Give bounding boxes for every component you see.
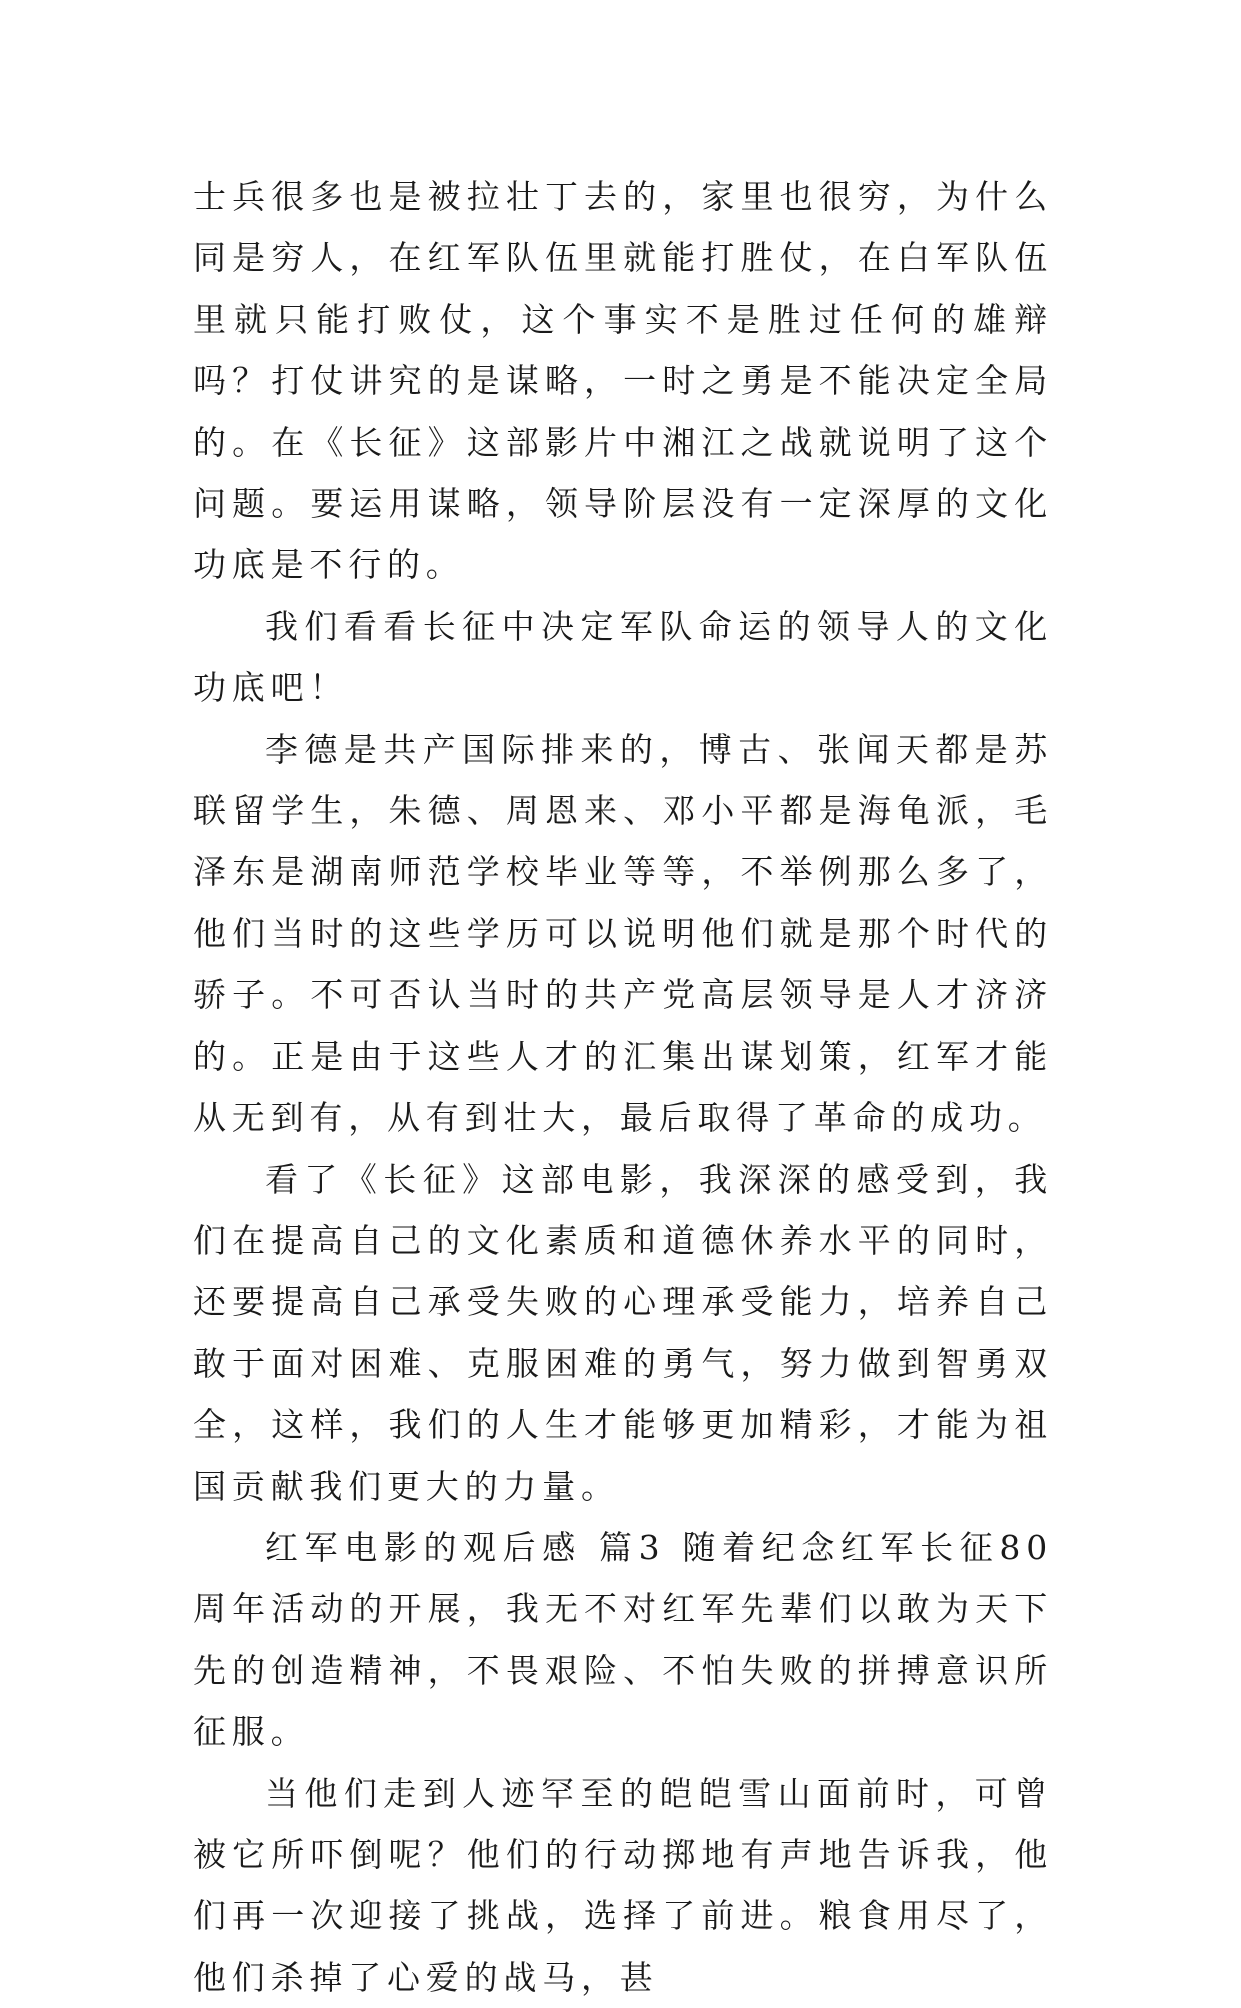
paragraph-4: 看了《长征》这部电影，我深深的感受到，我们在提高自己的文化素质和道德休养水平的同时，还要提高自己承受失败的心理承受能力，培养自己敢于面对困难、克服困难的勇气，努力做到智勇双全，这样，我们的人生才能够更加精彩，才能为祖国贡献我们更大的力量。 <box>193 1159 1053 1506</box>
paragraph-5: 红军电影的观后感 篇3 随着纪念红军长征80周年活动的开展，我无不对红军先辈们以敢为天下先的创造精神，不畏艰险、不怕失败的拼搏意识所征服。 <box>193 1527 1053 1752</box>
paragraph-1: 士兵很多也是被拉壮丁去的，家里也很穷，为什么同是穷人，在红军队伍里就能打胜仗，在白军队伍里就只能打败仗，这个事实不是胜过任何的雄辩吗？打仗讲究的是谋略，一时之勇是不能决定全局的。在《长征》这部影片中湘江之战就说明了这个问题。要运用谋略，领导阶层没有一定深厚的文化功底是不行的。 <box>193 177 1053 585</box>
document-body <box>193 166 1053 2008</box>
paragraph-6: 当他们走到人迹罕至的皑皑雪山面前时，可曾被它所吓倒呢？他们的行动掷地有声地告诉我，他们再一次迎接了挑战，选择了前进。粮食用尽了，他们杀掉了心爱的战马，甚 <box>193 1773 1053 1997</box>
paragraph-2: 我们看看长征中决定军队命运的领导人的文化功底吧！ <box>193 606 1053 708</box>
paragraph-3: 李德是共产国际排来的，博古、张闻天都是苏联留学生，朱德、周恩来、邓小平都是海龟派，毛泽东是湖南师范学校毕业等等，不举例那么多了，他们当时的这些学历可以说明他们就是那个时代的骄子。不可否认当时的共产党高层领导是人才济济的。正是由于这些人才的汇集出谋划策，红军才能从无到有，从有到壮大，最后取得了革命的成功。 <box>193 729 1053 1138</box>
